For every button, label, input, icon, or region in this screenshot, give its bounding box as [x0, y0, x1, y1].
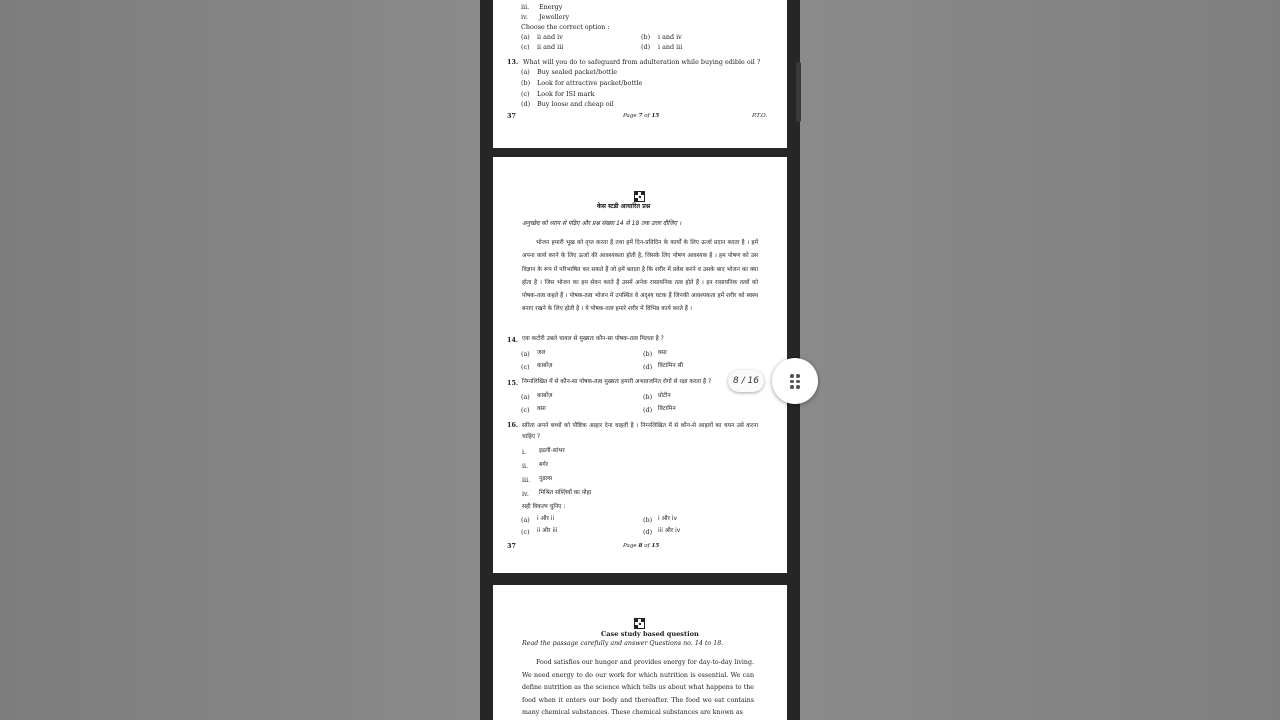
question-text: एक कटोरी उबले चावल से मुख्यतः कौन-सा पोषक-तत्व मिलता है ? — [522, 336, 664, 342]
option-marker: (c) — [521, 528, 530, 536]
pdf-viewer[interactable] — [480, 0, 800, 720]
option-text: Look for attractive packet/bottle — [537, 79, 643, 87]
pdf-page-7 — [493, 0, 787, 148]
option-text: i और ii — [537, 516, 555, 522]
option-text: i and iv — [658, 33, 682, 41]
instruction-text: अनुच्छेद को ध्यान से पढ़िए और प्रश्न संख्या 14 से 18 तक उत्तर दीजिए । — [522, 220, 682, 227]
list-item: बर्गर — [539, 462, 549, 468]
option-marker: (d) — [643, 406, 653, 414]
qr-code — [634, 618, 645, 629]
option-marker: (d) — [521, 100, 531, 108]
option-text: Look for ISI mark — [537, 90, 595, 98]
option-text: ii and iii — [537, 43, 564, 51]
option-text: Buy sealed packet/bottle — [537, 68, 618, 76]
question-number: 16. — [507, 421, 519, 429]
list-marker: iii. — [522, 476, 531, 484]
list-item: Energy — [539, 3, 563, 11]
option-text: विटामिन सी — [658, 363, 683, 369]
option-marker: (d) — [643, 528, 653, 536]
option-marker: (b) — [643, 393, 653, 401]
list-marker: iii. — [521, 3, 530, 11]
option-text: iii और iv — [658, 528, 681, 534]
section-title: Case study based question — [601, 630, 699, 638]
option-marker: (d) — [643, 363, 653, 371]
option-text: वसा — [537, 406, 546, 412]
option-marker: (b) — [521, 79, 531, 87]
option-marker: (a) — [521, 393, 530, 401]
instruction-text: Read the passage carefully and answer Questions no. 14 to 18. — [522, 640, 724, 647]
pto-label: P.T.O. — [752, 113, 768, 119]
option-marker: (c) — [521, 43, 530, 51]
option-marker: (b) — [643, 516, 653, 524]
grip-dot — [796, 374, 800, 378]
instruction-text: Choose the correct option : — [521, 23, 610, 31]
option-text: i and iii — [658, 43, 683, 51]
list-item: मिश्रित सब्ज़ियों का पोहा — [539, 490, 592, 496]
paper-code: 37 — [507, 112, 516, 120]
grip-dot — [796, 380, 800, 384]
option-text: i और iv — [658, 516, 677, 522]
question-number: 14. — [507, 336, 519, 344]
grip-dot — [796, 385, 800, 389]
option-marker: (a) — [521, 350, 530, 358]
option-marker: (c) — [521, 90, 530, 98]
pdf-page-8 — [493, 157, 787, 573]
option-marker: (c) — [521, 363, 530, 371]
page-indicator: 8 / 16 — [728, 370, 764, 392]
list-item: Jewellery — [539, 13, 570, 21]
pdf-page-9 — [493, 585, 787, 720]
qr-code — [634, 191, 645, 202]
grip-dot — [790, 374, 794, 378]
option-marker: (b) — [641, 33, 651, 41]
option-text: कार्बोज़ — [537, 393, 553, 399]
background-right — [800, 0, 1280, 720]
option-marker: (d) — [641, 43, 651, 51]
page-number: Page 7 of 15 — [623, 113, 660, 119]
paper-code: 37 — [507, 542, 516, 550]
option-text: Buy loose and cheap oil — [537, 100, 614, 108]
question-number: 13. — [507, 58, 519, 66]
option-text: प्रोटीन — [658, 393, 671, 399]
option-text: वसा — [658, 350, 667, 356]
option-text: ii और iii — [537, 528, 558, 534]
list-item: इडली-सांभर — [539, 448, 565, 454]
list-marker: iv. — [522, 490, 529, 498]
passage: भोजन हमारी भूख को तृप्त करता है तथा हमें दिन-प्रतिदिन के कार्यों के लिए ऊर्जा प्रदान करता है । हमें अपना कार्य करने के लिए ऊर्जा की आवश्यकता होती है, जिसके लिए पोषण आवश्यक है । हम पोषण को उस विज्ञान के रूप में परिभाषित कर सकते हैं जो हमें बताता है कि शरीर में प्रवेश करने व उसके बाद भोजन का क्या होता है । जिस भोजन का हम सेवन करते हैं उसमें अनेक रासायनिक तत्व होते हैं । इन रासायनिक तत्वों को पोषक-तत्व कहते हैं । पोषक-तत्व भोजन में उपस्थित वे अदृश्य घटक हैं जिनकी आवश्यकता हमें शरीर को स्वस्थ बनाए रखने के लिए होती है । ये पोषक-तत्व हमारे शरीर में विभिन्न कार्य करते हैं । — [522, 240, 758, 313]
list-marker: i. — [522, 448, 527, 456]
option-marker: (b) — [643, 350, 653, 358]
question-text: निम्नलिखित में से कौन-सा पोषक-तत्व मुख्यतः हमारी अभावजनित रोगों से रक्षा करता है ? — [522, 379, 712, 385]
option-marker: (a) — [521, 516, 530, 524]
section-title: केस स्टडी आधारित प्रश्न — [597, 203, 651, 210]
list-marker: iv. — [521, 13, 528, 21]
list-item: नूडल्स — [539, 476, 553, 482]
grip-dot — [790, 385, 794, 389]
option-text: विटामिन — [658, 406, 676, 412]
grip-dot — [790, 380, 794, 384]
page-number: Page 8 of 15 — [623, 543, 660, 549]
option-marker: (c) — [521, 406, 530, 414]
option-text: जल — [537, 350, 546, 356]
option-marker: (a) — [521, 33, 530, 41]
passage: Food satisfies our hunger and provides energy for day-to-day living. We need energy to do our work for which nutrition is essential. We can define nutrition as the science which tells us about what happens to the food when it enters our body and thereafter. The food we eat contains many chemical substances. These chemical substances are known as — [522, 659, 754, 717]
list-marker: ii. — [522, 462, 529, 470]
question-text: What will you do to safeguard from adulteration while buying edible oil ? — [523, 58, 761, 66]
question-number: 15. — [507, 379, 519, 387]
background-left — [0, 0, 480, 720]
option-text: कार्बोज़ — [537, 363, 553, 369]
instruction-text: सही विकल्प चुनिए : — [522, 504, 566, 510]
menu-button[interactable] — [772, 358, 818, 404]
option-marker: (a) — [521, 68, 530, 76]
question-text: सरिता अपने बच्चों को पौष्टिक आहार देना चाहती है । निम्नलिखित में से कौन-से आहारों का चयन उसे करना चाहिए ? — [522, 423, 758, 440]
scrollbar[interactable] — [796, 62, 801, 122]
option-text: ii and iv — [537, 33, 563, 41]
